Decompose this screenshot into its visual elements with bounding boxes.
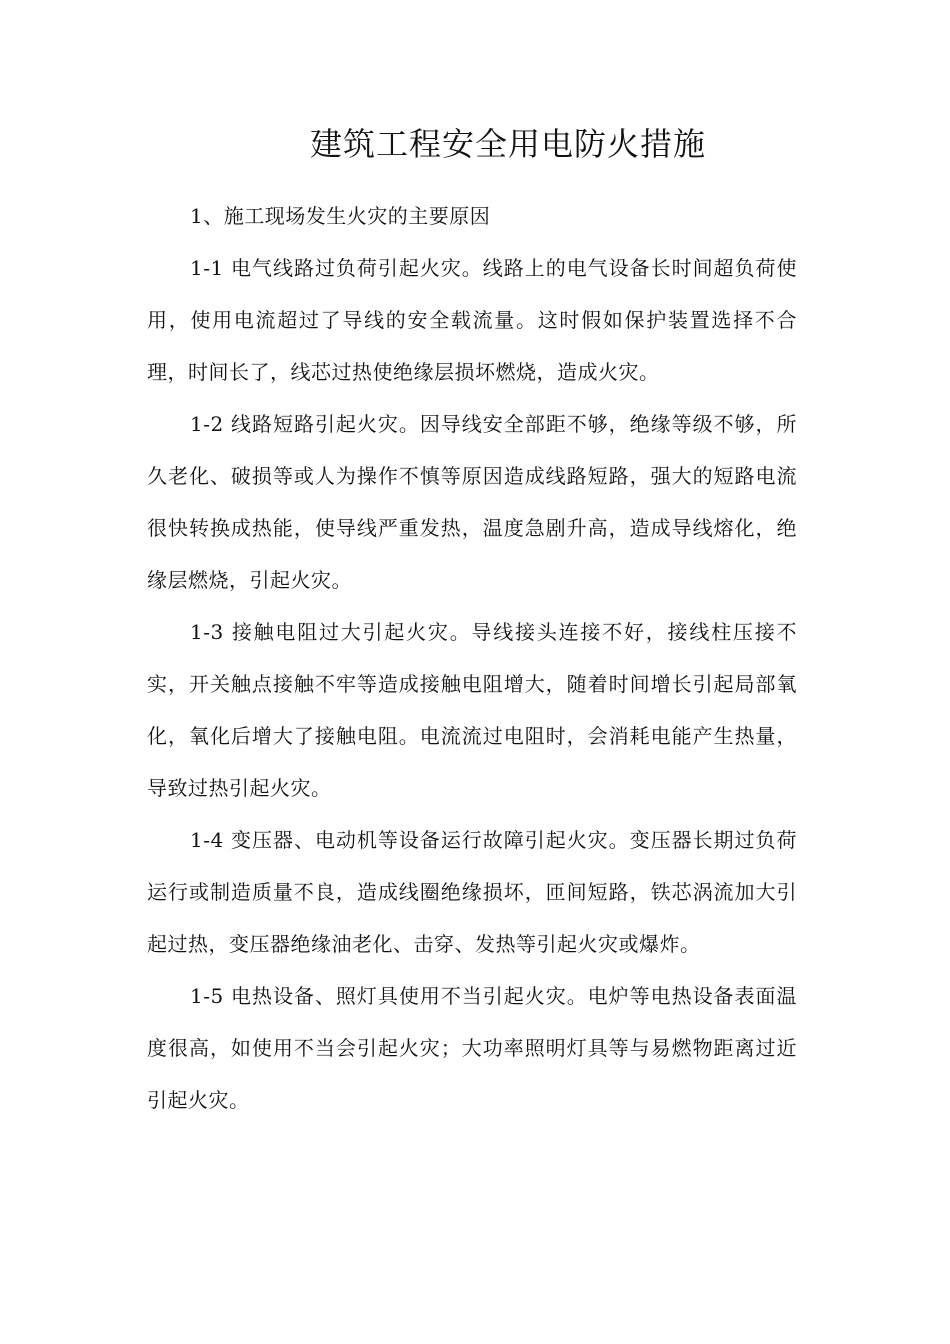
paragraph-1-1: 1-1 电气线路过负荷引起火灾。线路上的电气设备长时间超负荷使用，使用电流超过了导线的安全载流量。这时假如保护装置选择不合理，时间长了，线芯过热使绝缘层损坏燃烧，造成火灾。 <box>147 256 797 384</box>
paragraph-1-5: 1-5 电热设备、照灯具使用不当引起火灾。电炉等电热设备表面温度很高，如使用不当会引起火灾；大功率照明灯具等与易燃物距离过近引起火灾。 <box>147 984 797 1112</box>
paragraph-1-2: 1-2 线路短路引起火灾。因导线安全部距不够，绝缘等级不够，所久老化、破损等或人为操作不慎等原因造成线路短路，强大的短路电流很快转换成热能，使导线严重发热，温度急剧升高，造成导线熔化，绝缘层燃烧，引起火灾。 <box>147 412 797 592</box>
paragraph-1-4: 1-4 变压器、电动机等设备运行故障引起火灾。变压器长期过负荷运行或制造质量不良，造成线圈绝缘损坏，匝间短路，铁芯涡流加大引起过热，变压器绝缘油老化、击穿、发热等引起火灾或爆炸。 <box>147 828 797 956</box>
section-heading: 1、施工现场发生火灾的主要原因 <box>190 204 491 228</box>
document-body <box>147 190 797 1126</box>
paragraph-1-3: 1-3 接触电阻过大引起火灾。导线接头连接不好，接线柱压接不实，开关触点接触不牢等造成接触电阻增大，随着时间增长引起局部氧化，氧化后增大了接触电阻。电流流过电阻时，会消耗电能产生热量，导致过热引起火灾。 <box>147 620 797 800</box>
document-title: 建筑工程安全用电防火措施 <box>309 125 706 163</box>
